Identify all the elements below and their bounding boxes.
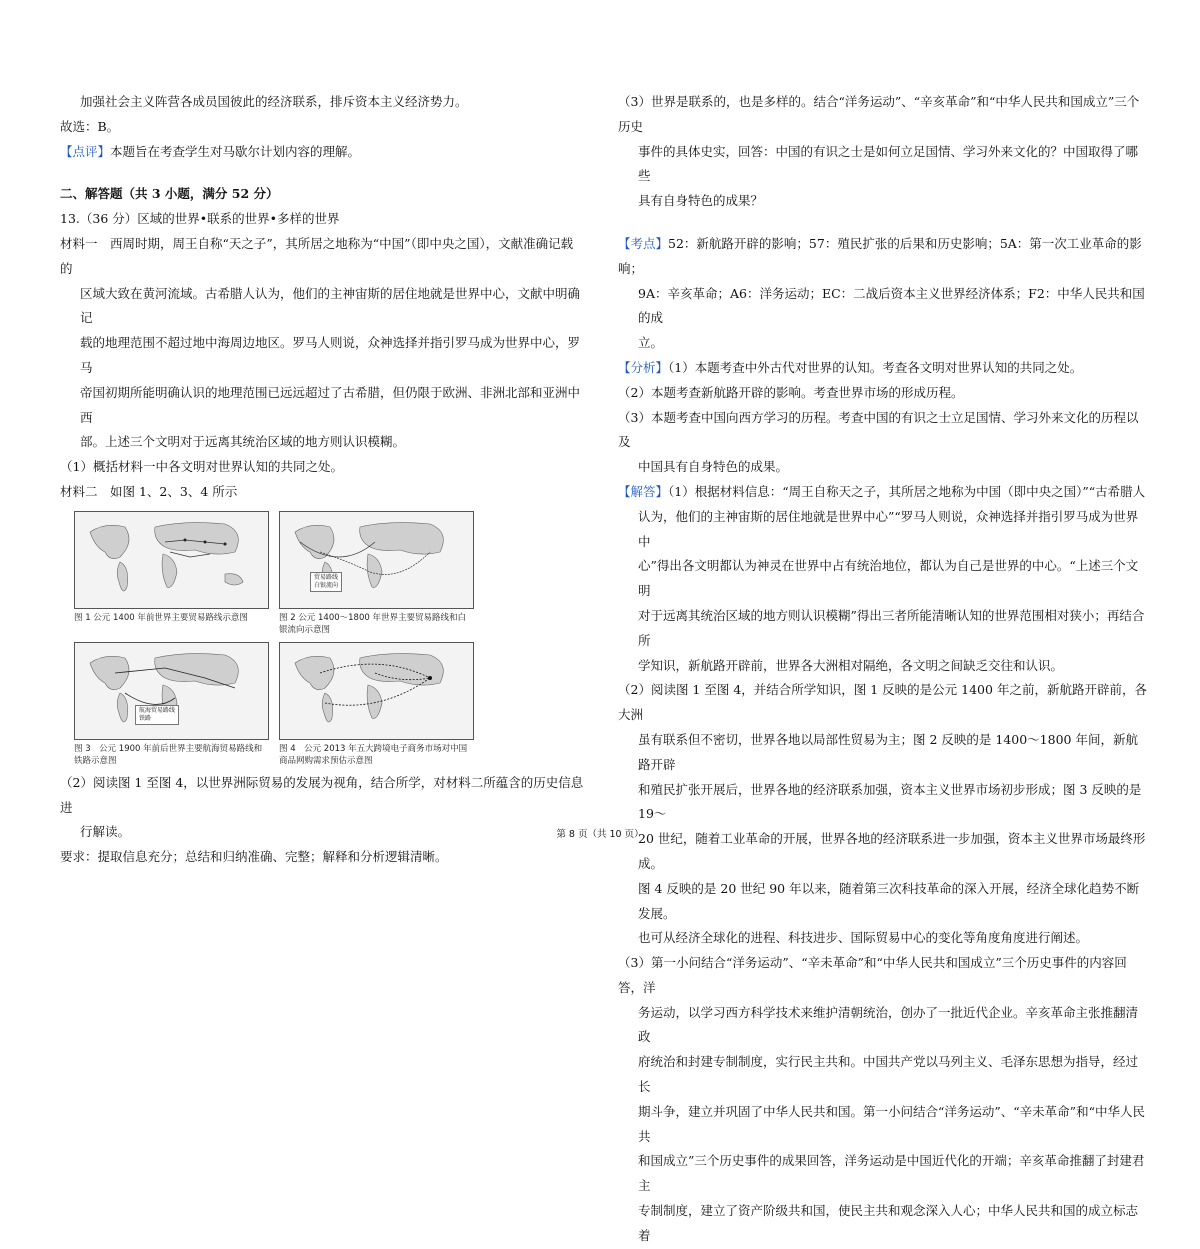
question-1: （1）概括材料一中各文明对世界认知的共同之处。 [60, 459, 343, 475]
solution-line: 和殖民扩张开展后，世界各地的经济联系加强，资本主义世界市场初步形成；图 3 反映的是 19～ [638, 781, 1142, 822]
solution-line [618, 480, 1148, 505]
figure-2-legend [310, 572, 342, 592]
solution-tag: 【解答】 [618, 483, 669, 499]
page-footer: 第 8 页（共 10 页） [556, 829, 644, 840]
legend-item: 贸易路线 [314, 573, 339, 581]
question-3-line: 具有自身特色的成果？ [638, 193, 764, 209]
solution-line: 虽有联系但不密切，世界各地以局部性贸易为主；图 2 反映的是 1400～1800 年间，新航路开辟 [638, 731, 1138, 772]
solution-line: 20 世纪，随着工业革命的开展，世界各地的经济联系进一步加强，资本主义世界市场最终形成。 [638, 831, 1146, 871]
analysis-line: （3）本题考查中国向西方学习的历程。考查中国的有识之士立足国情、学习外来文化的历程以及 [618, 409, 1139, 450]
question-3-line: （3）世界是联系的，也是多样的。结合“洋务运动”、“辛亥革命”和“中华人民共和国成立”三个历史 [618, 94, 1140, 134]
world-map-image [74, 642, 269, 740]
figure-3-caption: 图 3 公元 1900 年前后世界主要航海贸易路线和铁路示意图 [74, 743, 263, 766]
solution-line: 认为，他们的主神宙斯的居住地就是世界中心”“罗马人则说，众神选择并指引罗马成为世界中 [638, 508, 1139, 549]
right-column [618, 90, 1148, 1249]
analysis-line [618, 356, 1148, 381]
solution-line: 府统治和封建专制制度，实行民主共和。中国共产党以马列主义、毛泽东思想为指导，经过长 [638, 1054, 1139, 1095]
text-line: 加强社会主义阵营各成员国彼此的经济联系，排斥资本主义经济势力。 [80, 94, 468, 109]
analysis-line: （2）本题考查新航路开辟的影响。考查世界市场的形成历程。 [618, 384, 964, 400]
comment-line [60, 140, 585, 165]
analysis-line: 中国具有自身特色的成果。 [638, 459, 789, 475]
solution-line: 对于远离其统治区域的地方则认识模糊”得出三者所能清晰认知的世界范围相对狭小；再结合所 [638, 607, 1145, 648]
material-1-line: 载的地理范围不超过地中海周边地区。罗马人则说，众神选择并指引罗马成为世界中心，罗马 [80, 335, 581, 375]
figure-1 [74, 511, 269, 636]
figure-4 [279, 642, 474, 767]
figure-4-caption: 图 4 公元 2013 年五大跨境电子商务市场对中国商品网购需求预估示意图 [279, 743, 468, 766]
solution-text: （1）根据材料信息：“周王自称天之子，其所居之地称为中国（即中央之国）”“古希腊人 [668, 483, 1146, 499]
figure-3 [74, 642, 269, 767]
solution-line: 期斗争，建立并巩固了中华人民共和国。第一小问结合“洋务运动”、“辛未革命”和“中华人民共 [638, 1103, 1145, 1144]
knowledge-points-line: 9A：辛亥革命；A6：洋务运动；EC：二战后资本主义世界经济体系；F2：中华人民共和国的成 [638, 285, 1145, 326]
world-map-image [279, 642, 474, 740]
solution-line: （3）第一小问结合“洋务运动”、“辛未革命”和“中华人民共和国成立”三个历史事件的内容回答，洋 [618, 955, 1127, 995]
knowledge-points-line: 立。 [638, 335, 664, 351]
analysis-tag: 【分析】 [618, 359, 669, 375]
figure-2 [279, 511, 474, 636]
knowledge-points-line [618, 232, 1148, 282]
left-column [60, 90, 585, 870]
answer-line: 故选：B。 [60, 118, 120, 134]
legend-item: 航海贸易路线 [139, 706, 176, 714]
legend-item: 白银流向 [314, 581, 339, 589]
requirements: 要求：提取信息充分；总结和归纳准确、完整；解释和分析逻辑清晰。 [60, 849, 448, 865]
world-map-image [74, 511, 269, 609]
material-1-line: 帝国初期所能明确认识的地理范围已远远超过了古希腊，但仍限于欧洲、非洲北部和亚洲中西 [80, 384, 581, 425]
knowledge-points-tag: 【考点】 [618, 235, 669, 251]
figure-3-legend [135, 705, 179, 725]
figure-2-caption: 图 2 公元 1400～1800 年世界主要贸易路线和白银流向示意图 [279, 612, 466, 635]
material-1-line: 区域大致在黄河流域。古希腊人认为，他们的主神宙斯的居住地就是世界中心，文献中明确记 [80, 285, 581, 326]
analysis-text: （1）本题考查中外古代对世界的认知。考查各文明对世界认知的共同之处。 [668, 359, 1083, 375]
legend-item: 铁路 [139, 714, 152, 722]
knowledge-points-text: 52：新航路开辟的影响；57：殖民扩张的后果和历史影响；5A：第一次工业革命的影响； [618, 235, 1142, 276]
solution-line: 也可从经济全球化的进程、科技进步、国际贸易中心的变化等角度角度进行阐述。 [638, 930, 1089, 946]
solution-line: 务运动，以学习西方科学技术来维护清朝统治，创办了一批近代企业。辛亥革命主张推翻清政 [638, 1004, 1139, 1045]
solution-line: 图 4 反映的是 20 世纪 90 年以来，随着第三次科技革命的深入开展，经济全球化趋势不断发展。 [638, 880, 1140, 921]
solution-line: 心”得出各文明都认为神灵在世界中占有统治地位，都认为自己是世界的中心。“上述三个文明 [638, 558, 1139, 599]
world-map-image [279, 511, 474, 609]
material-1-line: 材料一 西周时期，周王自称“天之子”，其所居之地称为“中国”（即中央之国），文献准确记载的 [60, 235, 574, 276]
solution-line: 学知识，新航路开辟前，世界各大洲相对隔绝，各文明之间缺乏交往和认识。 [638, 657, 1064, 673]
comment-tag: 【点评】 [60, 143, 111, 159]
question-3-line: 事件的具体史实，回答：中国的有识之士是如何立足国情、学习外来文化的？中国取得了哪些 [638, 143, 1139, 184]
solution-line: 和国成立”三个历史事件的成果回答，洋务运动是中国近代化的开端；辛亥革命推翻了封建君主 [638, 1153, 1145, 1194]
solution-line: 专制制度，建立了资产阶级共和国，使民主共和观念深入人心；中华人民共和国的成立标志着 [638, 1203, 1139, 1243]
question-2-line: 行解读。 [80, 824, 131, 840]
map-figures [74, 511, 585, 767]
question-2-line: （2）阅读图 1 至图 4，以世界洲际贸易的发展为视角，结合所学，对材料二所蕴含的历史信息进 [60, 774, 584, 815]
figure-1-caption: 图 1 公元 1400 年前世界主要贸易路线示意图 [74, 612, 248, 623]
comment-text: 本题旨在考查学生对马歇尔计划内容的理解。 [110, 143, 361, 159]
material-2-intro: 材料二 如图 1、2、3、4 所示 [60, 483, 238, 499]
question-13-title: 13.（36 分）区域的世界•联系的世界•多样的世界 [60, 211, 340, 227]
solution-line: （2）阅读图 1 至图 4，并结合所学知识，图 1 反映的是公元 1400 年之前，新航路开辟前，各大洲 [618, 682, 1147, 723]
section-heading: 二、解答题（共 3 小题，满分 52 分） [60, 186, 279, 202]
material-1-line: 部。上述三个文明对于远离其统治区域的地方则认识模糊。 [80, 434, 406, 450]
